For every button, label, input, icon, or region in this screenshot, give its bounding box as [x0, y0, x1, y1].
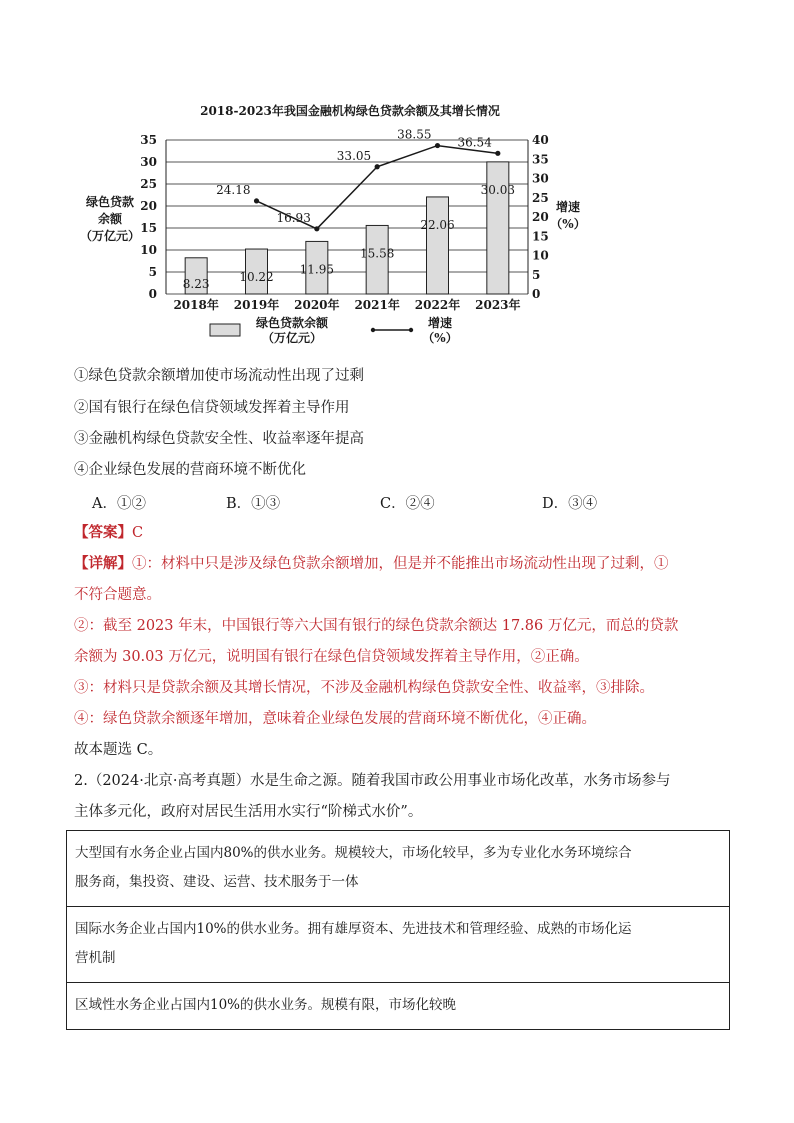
left-tick-label: 30 — [140, 155, 157, 169]
statement-4: ④企业绿色发展的营商环境不断优化 — [74, 462, 306, 478]
right-tick-label: 35 — [532, 152, 549, 167]
bar-data-label: 10.22 — [239, 270, 274, 285]
detail-line-1 — [74, 554, 669, 574]
category-label: 2020年 — [294, 298, 340, 312]
growth-point — [314, 226, 319, 231]
chart — [0, 0, 794, 360]
table-row-3-line-1: 区域性水务企业占国内10%的供水业务。规模有限，市场化较晚 — [75, 997, 457, 1013]
table-row-1-line-2: 服务商，集投资、建设、运营、技术服务于一体 — [75, 874, 359, 890]
left-tick-label: 35 — [140, 133, 157, 147]
detail-line-4: 余额为 30.03 万亿元，说明国有银行在绿色信贷领域发挥着主导作用，②正确。 — [74, 649, 589, 665]
legend-bar-label: （万亿元） — [261, 331, 323, 345]
table-row — [67, 907, 729, 983]
answer-value: C — [132, 525, 144, 541]
answer-label: 【答案】 — [74, 524, 132, 541]
legend-bar-swatch — [210, 324, 240, 336]
option-b[interactable]: B．①③ — [226, 496, 281, 512]
line-data-label: 24.18 — [216, 182, 251, 197]
legend-line-marker — [409, 328, 413, 332]
line-data-label: 33.05 — [336, 148, 372, 163]
chart-title: 2018-2023年我国金融机构绿色贷款余额及其增长情况 — [200, 104, 500, 118]
right-tick-label: 25 — [532, 190, 549, 205]
legend-line-label: 增速 — [427, 316, 453, 330]
category-label: 2019年 — [233, 298, 280, 312]
statement-1: ①绿色贷款余额增加使市场流动性出现了过剩 — [74, 368, 364, 384]
right-tick-label: 20 — [532, 210, 549, 224]
answer-line — [74, 523, 143, 543]
detail-conclusion: 故本题选 C。 — [74, 742, 163, 758]
detail-line-2: 不符合题意。 — [74, 587, 161, 603]
left-axis-title: （万亿元） — [79, 229, 141, 243]
legend-line-marker — [371, 328, 375, 332]
question2-line-1: 2.（2024·北京·高考真题）水是生命之源。随着我国市政公用事业市场化改革，水务市场参与 — [74, 773, 671, 789]
legend-bar-label: 绿色贷款余额 — [255, 316, 329, 330]
category-label: 2022年 — [414, 298, 461, 312]
growth-point — [435, 143, 440, 148]
option-c[interactable]: C．②④ — [380, 496, 435, 512]
right-tick-label: 15 — [532, 229, 549, 244]
left-tick-label: 25 — [140, 177, 157, 191]
table-row-2-line-1: 国际水务企业占国内10%的供水业务。拥有雄厚资本、先进技术和管理经验、成熟的市场化运 — [75, 921, 632, 937]
growth-point — [375, 164, 380, 169]
growth-point — [495, 151, 500, 156]
water-enterprise-table — [66, 830, 730, 1030]
right-tick-label: 10 — [532, 248, 549, 263]
right-axis-title: （%） — [550, 217, 586, 231]
bar-data-label: 8.23 — [182, 277, 210, 291]
line-data-label: 16.93 — [276, 210, 311, 225]
detail-text-1: ①：材料中只是涉及绿色贷款余额增加，但是并不能推出市场流动性出现了过剩，① — [132, 556, 669, 572]
bar-data-label: 22.06 — [420, 217, 455, 232]
right-tick-label: 0 — [532, 287, 541, 301]
question2-line-2: 主体多元化，政府对居民生活用水实行“阶梯式水价”。 — [74, 804, 423, 820]
table-row-1-line-1: 大型国有水务企业占国内80%的供水业务。规模较大，市场化较早，多为专业化水务环境综合 — [75, 845, 632, 861]
legend-line-label: （%） — [422, 331, 458, 345]
right-tick-label: 5 — [532, 267, 541, 282]
statement-2: ②国有银行在绿色信贷领域发挥着主导作用 — [74, 400, 350, 416]
left-tick-label: 10 — [140, 243, 157, 257]
left-tick-label: 0 — [148, 287, 157, 301]
growth-point — [254, 198, 259, 203]
category-label: 2023年 — [475, 298, 521, 312]
bar — [427, 197, 449, 294]
left-tick-label: 5 — [148, 265, 157, 279]
statement-3: ③金融机构绿色贷款安全性、收益率逐年提高 — [74, 431, 364, 447]
line-data-label: 38.55 — [397, 127, 432, 142]
bar-data-label: 15.58 — [359, 246, 395, 261]
option-d[interactable]: D．③④ — [542, 496, 598, 512]
left-axis-title: 余额 — [97, 212, 123, 226]
right-tick-label: 40 — [532, 133, 549, 147]
table-row — [67, 831, 729, 907]
detail-label: 【详解】 — [74, 555, 132, 572]
bar-data-label: 30.03 — [480, 182, 516, 197]
options-row — [92, 492, 732, 512]
line-data-label: 36.54 — [457, 135, 492, 150]
left-tick-label: 15 — [140, 221, 157, 235]
detail-line-6: ④：绿色贷款余额逐年增加，意味着企业绿色发展的营商环境不断优化，④正确。 — [74, 711, 596, 727]
bar-data-label: 11.95 — [299, 262, 335, 277]
table-row-2-line-2: 营机制 — [75, 950, 116, 966]
left-axis-title: 绿色贷款 — [85, 195, 135, 209]
category-label: 2021年 — [354, 298, 400, 312]
table-row — [67, 983, 729, 1029]
bar — [487, 162, 509, 294]
option-a[interactable]: A．①② — [92, 496, 146, 512]
detail-line-3: ②：截至 2023 年末，中国银行等六大国有银行的绿色贷款余额达 17.86 万亿元，而总的贷款 — [74, 618, 679, 634]
right-axis-title: 增速 — [555, 200, 581, 214]
detail-line-5: ③：材料只是贷款余额及其增长情况，不涉及金融机构绿色贷款安全性、收益率，③排除。 — [74, 680, 654, 696]
right-tick-label: 30 — [532, 171, 549, 186]
left-tick-label: 20 — [140, 199, 157, 213]
category-label: 2018年 — [173, 298, 219, 312]
